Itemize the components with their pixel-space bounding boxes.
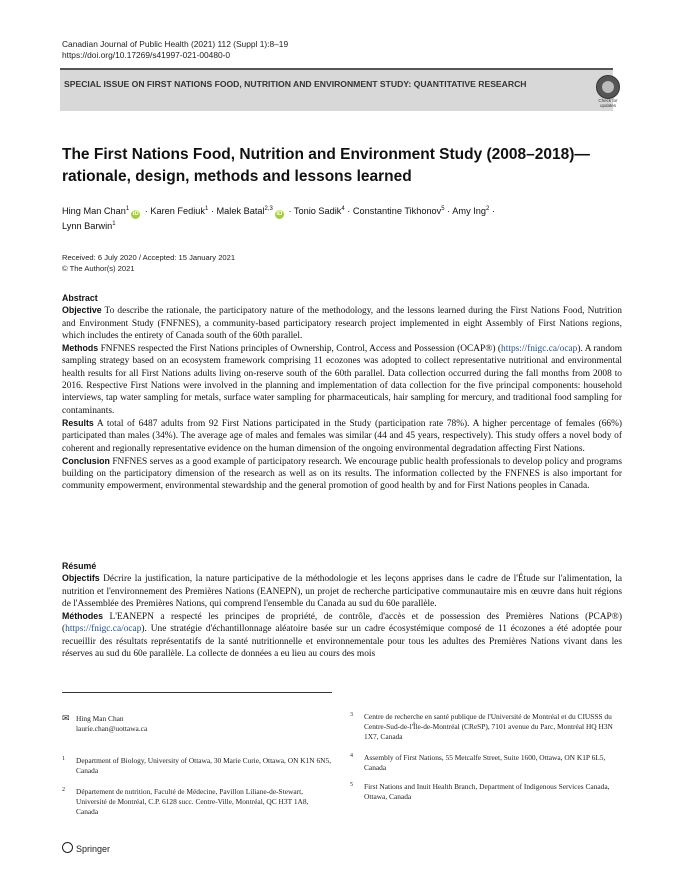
author-affiliation: 4 <box>341 206 345 212</box>
abstract-results: Results A total of 6487 adults from 92 First Nations participated in the Study (participation rate 78%). A higher percentage of females (66%) participated than males (34%). The average age of males and females was similar (44 and 45 years, respectively). This study offers a novel body of coherent and regionally representative evidence on the human dimension of the ongoing environmental degradation affecting First Nations. <box>62 417 622 454</box>
special-issue-banner <box>60 68 618 111</box>
corresponding-email[interactable]: laurie.chan@uottawa.ca <box>76 724 148 733</box>
affiliation-4: 4 Assembly of First Nations, 55 Metcalfe Street, Suite 1600, Ottawa, ON K1P 6L5, Canada <box>350 753 606 772</box>
footnote-divider <box>62 692 332 693</box>
special-issue-label: SPECIAL ISSUE ON FIRST NATIONS FOOD, NUTRITION AND ENVIRONMENT STUDY: QUANTITATIVE RESEARCH <box>64 79 527 89</box>
corresponding-name: Hing Man Chan <box>76 714 124 723</box>
resume-methodes: Méthodes L'EANEPN a respecté les principes de propriété, de contrôle, d'accès et de possession des Premières Nations (PCAP®) (https://fnigc.ca/ocap). Une stratégie d'échantillonnage aléatoire basée sur un cadre écosystémique composé de 11 écozones a été adoptée pour recueillir des résultats représentatifs de la santé nutritionnelle et environnementale pour tous les adultes des Premières Nations vivant dans les réserves au sud du 60e parallèle. La collecte de données a eu lieu au cours des mois <box>62 611 622 660</box>
envelope-icon: ✉ <box>62 713 70 723</box>
corresponding-author <box>62 714 332 734</box>
author-affiliation: 1 <box>125 206 130 212</box>
publisher-name: Springer <box>76 844 111 854</box>
orcid-icon[interactable]: iD <box>276 211 283 217</box>
journal-citation: Canadian Journal of Public Health (2021) 112 (Suppl 1):8–19 <box>62 39 289 49</box>
affiliation-1: 1 Department of Biology, University of Ottawa, 30 Marie Curie, Ottawa, ON K1N 6N5, Canada <box>62 756 332 775</box>
abstract <box>62 292 622 493</box>
resume-heading: Résumé <box>62 561 97 571</box>
publisher-logo <box>62 842 110 854</box>
author-affiliation: 1 <box>205 206 209 212</box>
author-name[interactable]: Karen Fediuk <box>150 206 206 216</box>
author-name[interactable]: Constantine Tikhonov <box>352 206 442 216</box>
abstract-objective: Objective To describe the rationale, the participatory nature of the methodology, and the lessons learned during the First Nations Food, Nutrition and Environment Study (FNFNES), a community-based participatory research project implemented in eight Assembly of First Nations regions, which includes the entirety of Canada south of the 60th parallel. <box>62 305 622 341</box>
author-affiliation: 2 <box>485 206 490 212</box>
received-accepted: Received: 6 July 2020 / Accepted: 15 January 2021 <box>62 253 236 262</box>
pcap-link[interactable]: https://fnigc.ca/ocap <box>65 624 142 635</box>
affiliation-5: 5 First Nations and Inuit Health Branch, Department of Indigenous Services Canada, Ottawa, Canada <box>350 782 610 801</box>
author-affiliation: 5 <box>441 206 445 212</box>
ocap-link[interactable]: https://fnigc.ca/ocap <box>501 344 578 355</box>
check-for-updates-label: Check for updates <box>598 98 618 108</box>
author-name[interactable]: Amy Ing <box>452 206 486 216</box>
author-name[interactable]: Tonio Sadik <box>293 206 342 216</box>
resume <box>62 560 622 660</box>
author-name[interactable]: Lynn Barwin <box>62 221 113 231</box>
article-title: The First Nations Food, Nutrition and Environment Study (2008–2018)—rationale, design, methods and lessons learned <box>62 146 590 185</box>
copyright: © The Author(s) 2021 <box>62 263 135 273</box>
orcid-icon[interactable]: iD <box>132 211 139 217</box>
check-for-updates-badge[interactable] <box>596 75 620 109</box>
author-name[interactable]: Hing Man Chan <box>62 206 126 216</box>
author-affiliation: 2,3 <box>264 206 273 212</box>
resume-objectifs: Objectifs Décrire la justification, la nature participative de la méthodologie et les leçons apprises dans le cadre de l'Étude sur l'alimentation, la nutrition et l'environnement des Premières Nations (EANEPN), un projet de recherche participative communautaire mis en œuvre dans huit régions de l'Assemblée des Premières Nations, qui comprend l'ensemble du Canada au sud du 60e parallèle. <box>62 573 623 609</box>
doi-link[interactable]: https://doi.org/10.17269/s41997-021-00480-0 <box>62 50 231 60</box>
affiliation-2: 2 Département de nutrition, Faculté de Médecine, Pavillon Liliane-de-Stewart, Université de Montréal, C.P. 6128 succ. Centre-Ville, Montréal, QC H3T 1A8, Canada <box>62 787 309 816</box>
author-affiliation: 1 <box>112 221 116 227</box>
author-name[interactable]: Malek Batal <box>216 206 265 216</box>
journal-header <box>62 39 288 61</box>
author-list: Hing Man Chan$^1$iD · Karen Fediuk$^1$ · Malek Batal$^{2,3}$iD · Tonio Sadik$^4$ · Constantine Tikhonov$^5$ · Amy Ing$^2$ · Lynn Barwin$^1$ <box>62 206 495 231</box>
article-dates <box>62 253 235 274</box>
abstract-conclusion: Conclusion FNFNES serves as a good example of participatory research. We encourage public health professionals to develop policy and programs building on the participatory dimension of the research as well as on its results. The information collected by the FNFNES is also important for community empowerment, environmental stewardship and the general promotion of good health by and for First Nations peoples in Canada. <box>62 455 622 492</box>
check-for-updates-icon <box>596 75 620 99</box>
abstract-heading: Abstract <box>62 293 98 303</box>
affiliation-3: 3 Centre de recherche en santé publique de l'Université de Montréal et du CIUSSS du Centre-Sud-de-l'Île-de-Montréal (CReSP), 7101 avenue du Parc, Montréal HQ H3N 1X7, Canada <box>350 712 613 741</box>
abstract-methods: Methods FNFNES respected the First Nations principles of Ownership, Control, Access and Possession (OCAP®) (https://fnigc.ca/ocap). A random sampling strategy based on an ecosystem framework comprising 11 ecozones was adopted to collect representative nutritional and environmental health results for all First Nations adults living on-reserve south of the 60th parallel. Data collection occurred during the fall months from 2008 to 2016. Respective First Nations were involved in the planning and implementation of data collection for the five principal components: household interviews, tap water sampling for metals, surface water sampling for pharmaceuticals, hair sampling for mercury, and traditional food sampling for contaminants. <box>62 343 622 416</box>
springer-horse-icon <box>62 842 73 853</box>
